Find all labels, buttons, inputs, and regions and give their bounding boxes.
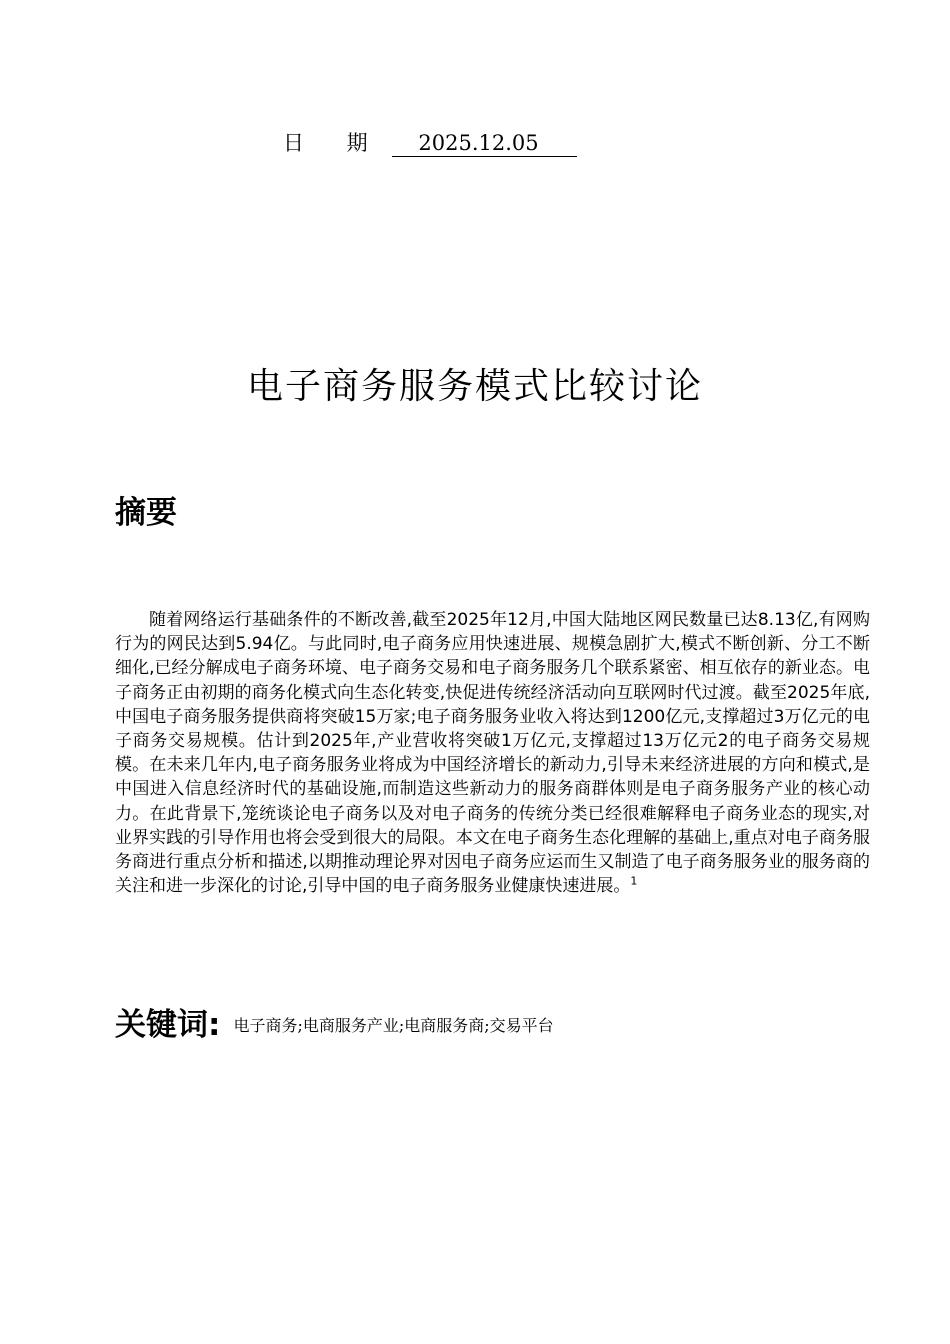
abstract-paragraph [115,608,870,898]
keywords-line [115,1005,554,1045]
abstract-body: 随着网络运行基础条件的不断改善,截至2025年12月,中国大陆地区网民数量已达8.13亿,有网购行为的网民达到5.94亿。与此同时,电子商务应用快速进展、规模急剧扩大,模式不断创新、分工不断细化,已经分解成电子商务环境、电子商务交易和电子商务服务几个联系紧密、相互依存的新业态。电子商务正由初期的商务化模式向生态化转变,快促进传统经济活动向互联网时代过渡。截至2025年底,中国电子商务服务提供商将突破15万家;电子商务服务业收入将达到1200亿元,支撑超过3万亿元的电子商务交易规模。估计到2025年,产业营收将突破1万亿元,支撑超过13万亿元2的电子商务交易规模。在未来几年内,电子商务服务业将成为中国经济增长的新动力,引导未来经济进展的方向和模式,是中国进入信息经济时代的基础设施,而制造这些新动力的服务商群体则是电子商务服务产业的核心动力。在此背景下,笼统谈论电子商务以及对电子商务的传统分类已经很难解释电子商务业态的现实,对业界实践的引导作用也将会受到很大的局限。本文在电子商务生态化理解的基础上,重点对电子商务服务商进行重点分析和描述,以期推动理论界对因电子商务应运而生又制造了电子商务服务业的服务商的关注和进一步深化的讨论,引导中国的电子商务服务业健康快速进展。 [115,610,870,897]
footnote-marker[interactable]: 1 [630,874,638,888]
date-label: 日 期 [283,131,386,155]
date-line [283,128,577,158]
keywords-text: 电子商务;电商服务产业;电商服务商;交易平台 [233,1016,554,1035]
document-title: 电子商务服务模式比较讨论 [246,366,703,407]
keywords-label: 关键词: [115,1007,221,1043]
date-value: 2025.12.05 [392,130,576,157]
abstract-heading: 摘要 [115,495,177,531]
